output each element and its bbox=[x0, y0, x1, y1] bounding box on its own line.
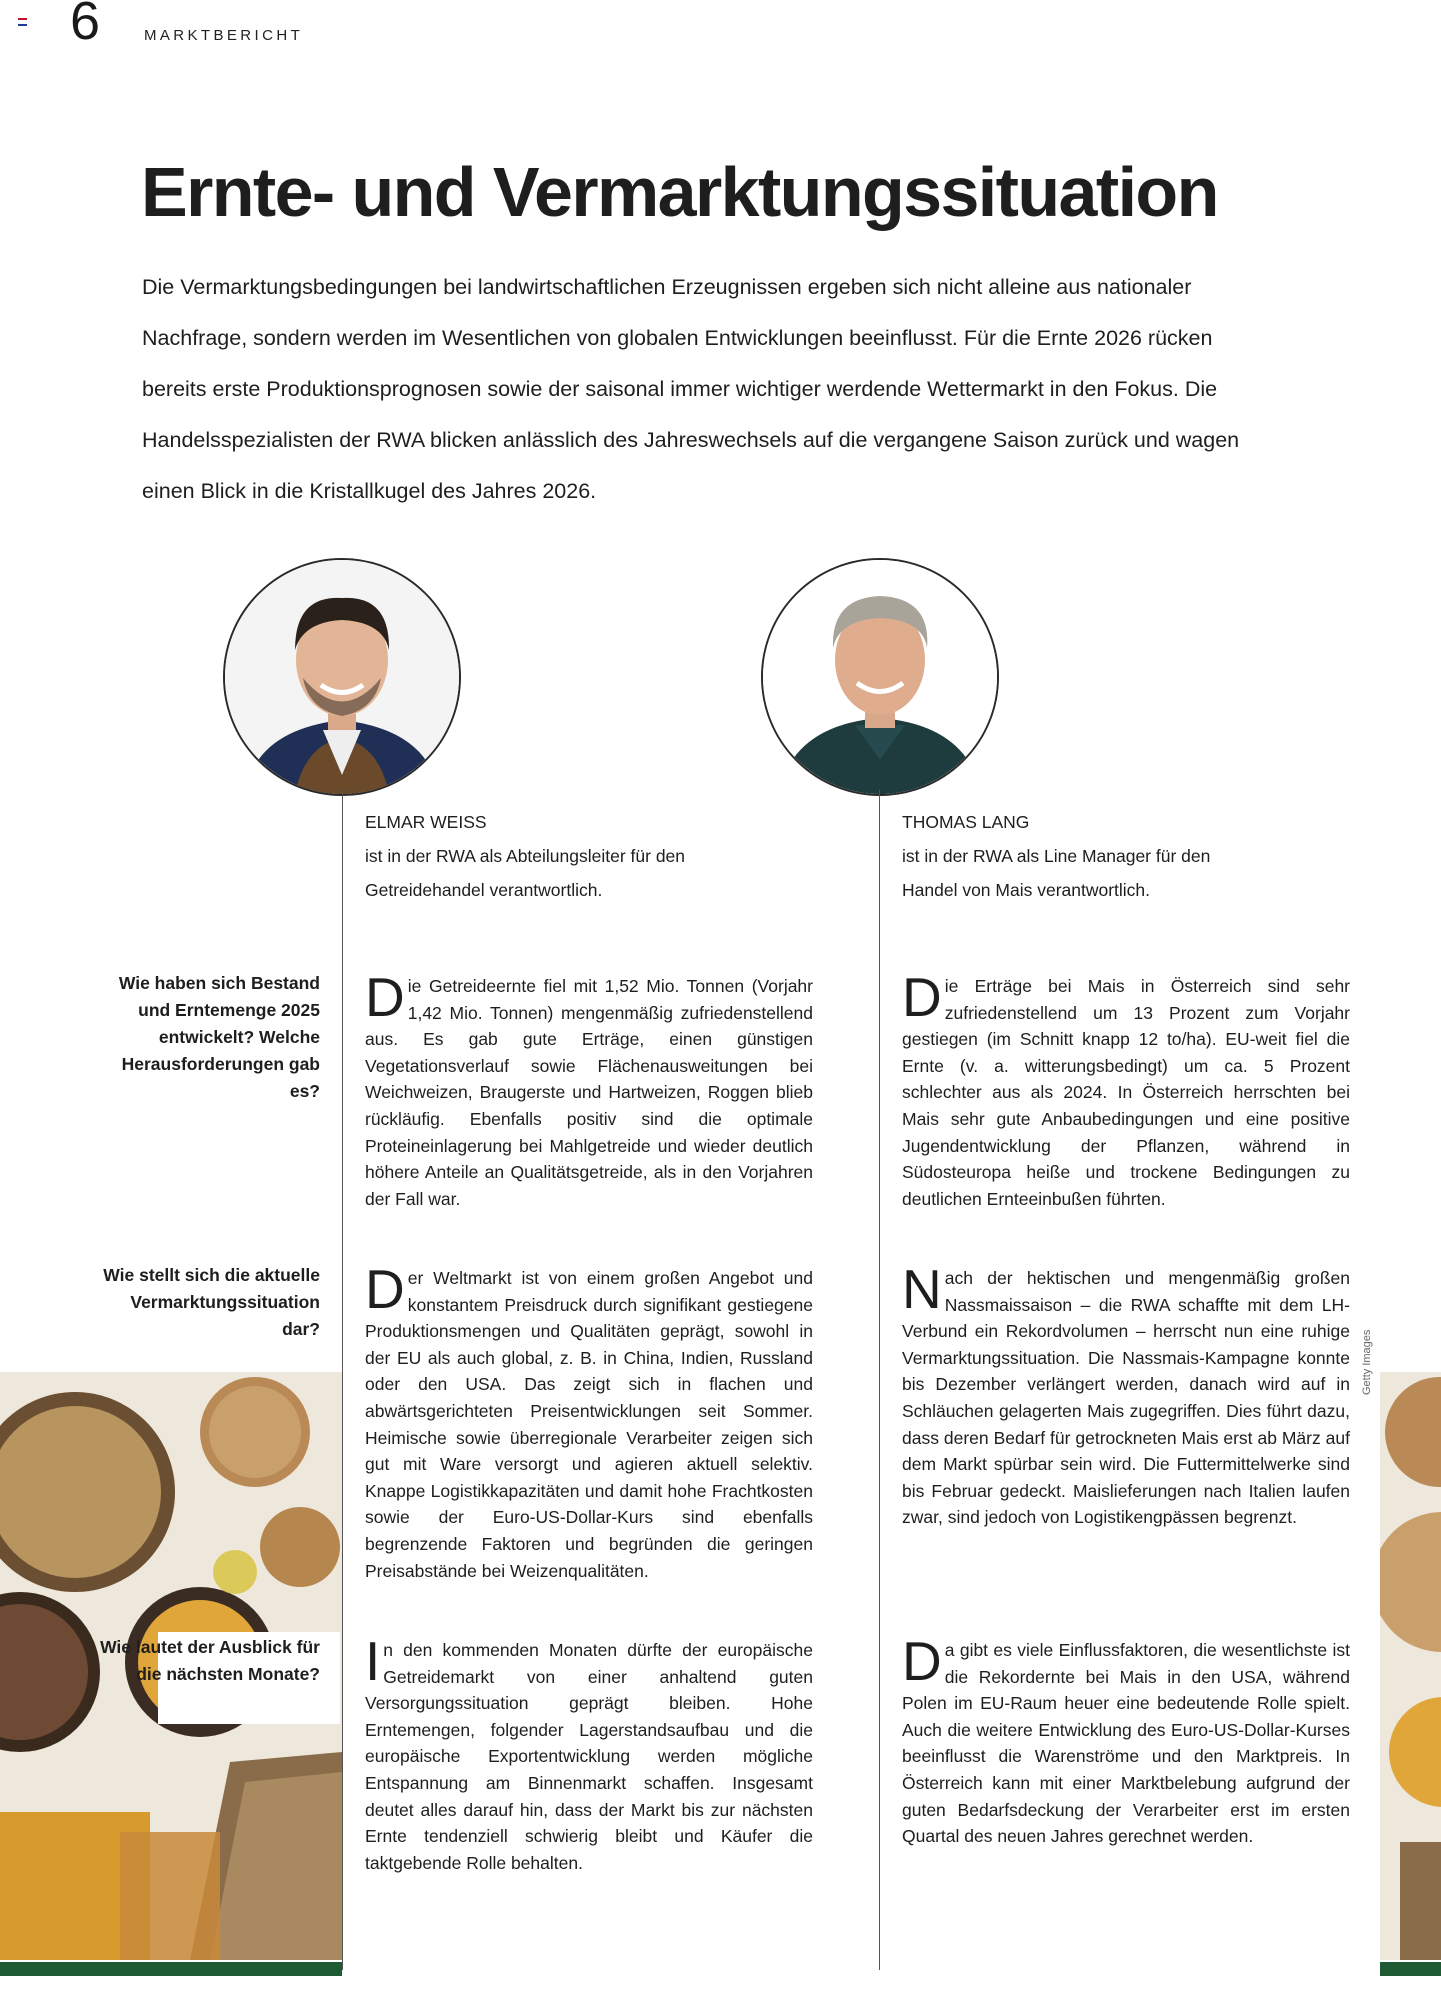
portrait-elmar-weiss bbox=[223, 558, 461, 796]
page-number: 6 bbox=[70, 0, 101, 51]
answer-thomas-lang: Die Erträge bei Mais in Österreich sind sehr zufriedenstellend um 13 Prozent zum Vorjahr gestiegen (im Schnitt knapp 12 to/ha). EU-weit fiel die Ernte (v. a. witterungsbedingt) um ca. 5 Prozent schlechter aus als 2024. In Österreich herrschten bei Mais sehr gute Anbaubedingungen und eine positive Jugendentwicklung der Pflanzen, während in Südosteuropa heiße und trockene Bedingungen zu deutlichen Ernteeinbußen führten. bbox=[902, 966, 1350, 1209]
footer-accent-bar bbox=[0, 1962, 342, 1976]
answer-elmar-weiss: Die Getreideernte fiel mit 1,52 Mio. Tonnen (Vorjahr 1,42 Mio. Tonnen) mengenmäßig zufriedenstellend aus. Es gab gute Erträge, einen günstigen Vegetationsverlauf sowie Flächenausweitungen bei Weichweizen, Braugerste und Hartweizen, Roggen blieb rückläufig. Ebenfalls positiv sind die optimale Proteineinlagerung bei Mahlgetreide und wieder deutlich höhere Anteile an Qualitätsgetreide, als in den Vorjahren der Fall war. bbox=[365, 966, 813, 1209]
question: Wie lautet der Ausblick für die nächsten Monate? bbox=[100, 1637, 320, 1684]
person-role: ist in der RWA als Abteilungsleiter für den Getreidehandel verantwortlich. bbox=[365, 846, 686, 900]
answer-elmar-weiss: Der Weltmarkt ist von einem großen Angebot und konstantem Preisdruck durch signifikant gestiegene Produktionsmengen und Qualitäten geprägt, sowohl in der EU als auch global, z. B. in China, Indien, Russland oder den USA. Das zeigt sich in flachen und abwärtsgerichteten Preisentwicklungen seit Sommer. Heimische sowie überregionale Verarbeiter zeigen sich gut mit Ware versorgt und agieren aktuell selektiv. Knappe Logistikkapazitäten und damit hohe Frachtkosten sowie der Euro-US-Dollar-Kurs sind ebenfalls begrenzende Faktoren und begründen die geringen Preisabstände bei Weizenqualitäten. bbox=[365, 1258, 813, 1581]
person-caption bbox=[902, 805, 1232, 907]
answer-thomas-lang: Nach der hektischen und mengenmäßig großen Nassmaissaison – die RWA schaffte mit dem LH-Verbund ein Rekordvolumen – herrscht nun eine ruhige Vermarktungssituation. Die Nassmais-Kampagne konnte bis Dezember verlängert werden, danach wird auf in Schläuchen gelagerten Mais zugegriffen. Dies führt dazu, dass deren Bedarf für getrockneten Mais erst ab März auf dem Markt spürbar sein wird. Die Futtermittelwerke sind bis Februar gedeckt. Maislieferungen nach Italien laufen zwar, sind jedoch von Logistikengpässen begrenzt. bbox=[902, 1258, 1350, 1528]
flag-icon bbox=[18, 18, 27, 25]
question: Wie stellt sich die aktuelle Vermarktungssituation dar? bbox=[103, 1265, 320, 1339]
footer-accent-bar bbox=[1380, 1962, 1441, 1976]
answer-thomas-lang: Da gibt es viele Einflussfaktoren, die wesentlichste ist die Rekordernte bei Mais in den USA, während Polen im EU-Raum heuer eine bedeutende Rolle spielt. Auch die weitere Entwicklung des Euro-US-Dollar-Kurses beeinflusst die Warenströme und den Marktpreis. In Österreich kann mit einer Marktbelebung aufgrund der guten Bedarfsdeckung der Verarbeiter erst im ersten Quartal des neuen Jahres gerechnet werden. bbox=[902, 1630, 1350, 1847]
article-intro: Die Vermarktungsbedingungen bei landwirtschaftlichen Erzeugnissen ergeben sich nicht alleine aus nationaler Nachfrage, sondern werden im Wesentlichen von globalen Entwicklungen beeinflusst. Für die Ernte 2026 rücken bereits erste Produktionsprognosen sowie der saisonal immer wichtiger werdende Wettermarkt in den Fokus. Die Handelsspezialisten der RWA blicken anlässlich des Jahreswechsels auf die vergangene Saison zurück und wagen einen Blick in die Kristallkugel des Jahres 2026. bbox=[142, 275, 1240, 503]
person-name: THOMAS LANG bbox=[902, 812, 1030, 832]
photo-credit: Getty Images bbox=[1361, 1329, 1373, 1395]
column-divider bbox=[879, 790, 880, 1970]
question: Wie haben sich Bestand und Erntemenge 2025 entwickelt? Welche Herausforderungen gab es? bbox=[118, 973, 320, 1101]
person-role: ist in der RWA als Line Manager für den Handel von Mais verantwortlich. bbox=[902, 846, 1211, 900]
answer-elmar-weiss: In den kommenden Monaten dürfte der europäische Getreidemarkt von einer anhaltend guten Versorgungssituation geprägt bleiben. Hohe Erntemengen, folgender Lagerstandsaufbau und die europäische Exportentwicklung werden mögliche Entspannung am Binnenmarkt schaffen. Insgesamt deutet alles darauf hin, dass der Markt bis zur nächsten Ernte tendenziell schwierig bleibt und Käufer die taktgebende Rolle behalten. bbox=[365, 1630, 813, 1873]
column-divider bbox=[342, 790, 343, 1970]
person-caption bbox=[365, 805, 695, 907]
grain-photo bbox=[1380, 1372, 1441, 1960]
portrait-thomas-lang bbox=[761, 558, 999, 796]
article-title: Ernte- und Vermarktungssituation bbox=[141, 153, 1218, 231]
person-name: ELMAR WEISS bbox=[365, 812, 487, 832]
section-label: MARKTBERICHT bbox=[144, 27, 304, 44]
